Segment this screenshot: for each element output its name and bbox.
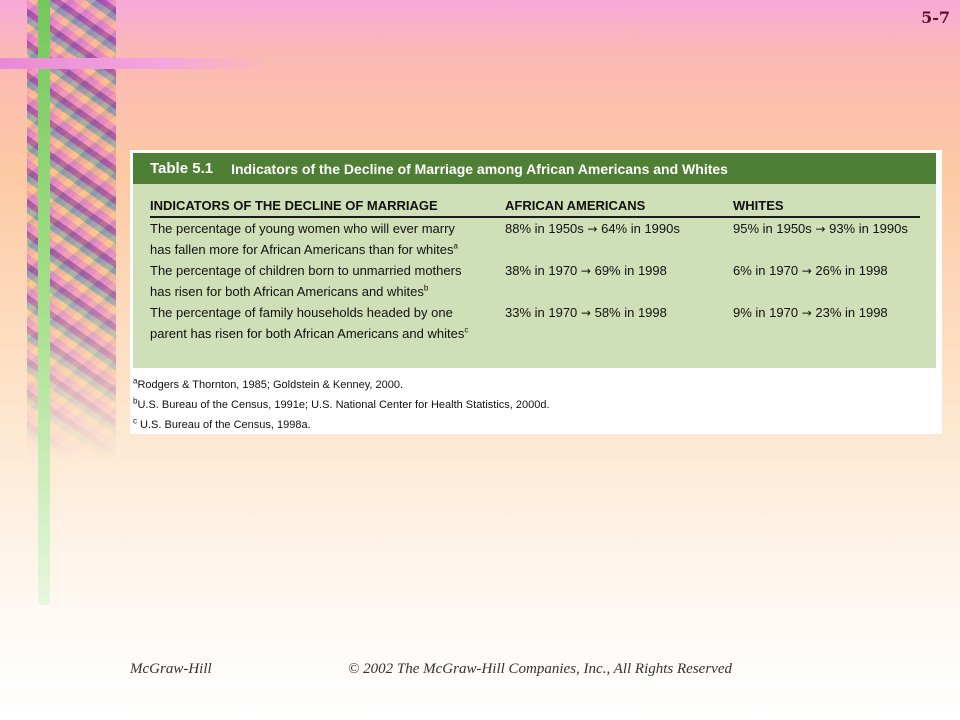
value-from: 9% in 1970 xyxy=(733,305,799,320)
decorative-horizontal-bar xyxy=(0,58,270,69)
footnote-text: U.S. Bureau of the Census, 1998a. xyxy=(137,419,311,431)
value-from: 33% in 1970 xyxy=(505,305,578,320)
arrow-right-icon: → xyxy=(801,306,812,320)
arrow-right-icon: → xyxy=(580,306,591,320)
footnote-ref: a xyxy=(453,241,458,251)
table-row xyxy=(150,260,920,302)
table-title-bar xyxy=(133,153,936,184)
arrow-right-icon: → xyxy=(815,222,826,236)
african-americans-cell xyxy=(505,302,733,344)
table-row xyxy=(150,218,920,260)
indicator-line: The percentage of children born to unmarried mothers xyxy=(150,263,462,278)
footnote xyxy=(133,375,936,395)
value-from: 6% in 1970 xyxy=(733,263,799,278)
indicator-line: parent has risen for both African Americans and whites xyxy=(150,326,465,341)
value-to: 69% in 1998 xyxy=(594,263,667,278)
footnote-text: U.S. Bureau of the Census, 1991e; U.S. National Center for Health Statistics, 2000d. xyxy=(137,399,550,411)
whites-cell xyxy=(733,218,920,260)
indicator-line: The percentage of family households headed by one xyxy=(150,305,453,320)
decorative-vertical-bar xyxy=(38,0,50,605)
header-indicators: INDICATORS OF THE DECLINE OF MARRIAGE xyxy=(150,198,438,213)
whites-cell xyxy=(733,260,920,302)
indicator-line: has risen for both African Americans and whites xyxy=(150,284,424,299)
footnote-mark: c xyxy=(133,416,137,426)
indicator-line: has fallen more for African Americans than for whites xyxy=(150,242,454,257)
table-footnotes xyxy=(133,368,936,435)
indicator-cell xyxy=(150,260,505,302)
value-to: 64% in 1990s xyxy=(601,221,680,236)
table-body xyxy=(133,184,936,368)
slide-number: 5-7 xyxy=(921,8,950,27)
header-whites: WHITES xyxy=(733,198,784,213)
footnote-mark: b xyxy=(133,396,138,406)
arrow-right-icon: → xyxy=(580,264,591,278)
value-from: 38% in 1970 xyxy=(505,263,578,278)
footer-publisher: McGraw-Hill xyxy=(130,661,212,677)
footnote xyxy=(133,415,936,435)
footnote-ref: c xyxy=(464,325,469,335)
value-to: 93% in 1990s xyxy=(829,221,908,236)
african-americans-cell xyxy=(505,218,733,260)
header-african-americans: AFRICAN AMERICANS xyxy=(505,198,646,213)
whites-cell xyxy=(733,302,920,344)
footnote-ref: b xyxy=(423,283,429,293)
table-header-row xyxy=(150,198,920,218)
value-from: 95% in 1950s xyxy=(733,221,812,236)
indicator-line: The percentage of young women who will ever marry xyxy=(150,221,455,236)
table-title: Indicators of the Decline of Marriage among African Americans and Whites xyxy=(231,160,728,177)
footnote-mark: a xyxy=(133,376,138,386)
indicator-cell xyxy=(150,302,505,344)
arrow-right-icon: → xyxy=(587,222,598,236)
value-to: 26% in 1998 xyxy=(815,263,888,278)
african-americans-cell xyxy=(505,260,733,302)
value-to: 23% in 1998 xyxy=(815,305,888,320)
table-number: Table 5.1 xyxy=(150,160,214,177)
table-row xyxy=(150,302,920,344)
table-figure xyxy=(130,150,942,434)
footnote-text: Rodgers & Thornton, 1985; Goldstein & Kenney, 2000. xyxy=(137,379,404,391)
value-to: 58% in 1998 xyxy=(594,305,667,320)
indicator-cell xyxy=(150,218,505,260)
arrow-right-icon: → xyxy=(801,264,812,278)
footer-copyright: © 2002 The McGraw-Hill Companies, Inc., All Rights Reserved xyxy=(348,661,732,677)
footnote xyxy=(133,395,936,415)
value-from: 88% in 1950s xyxy=(505,221,584,236)
